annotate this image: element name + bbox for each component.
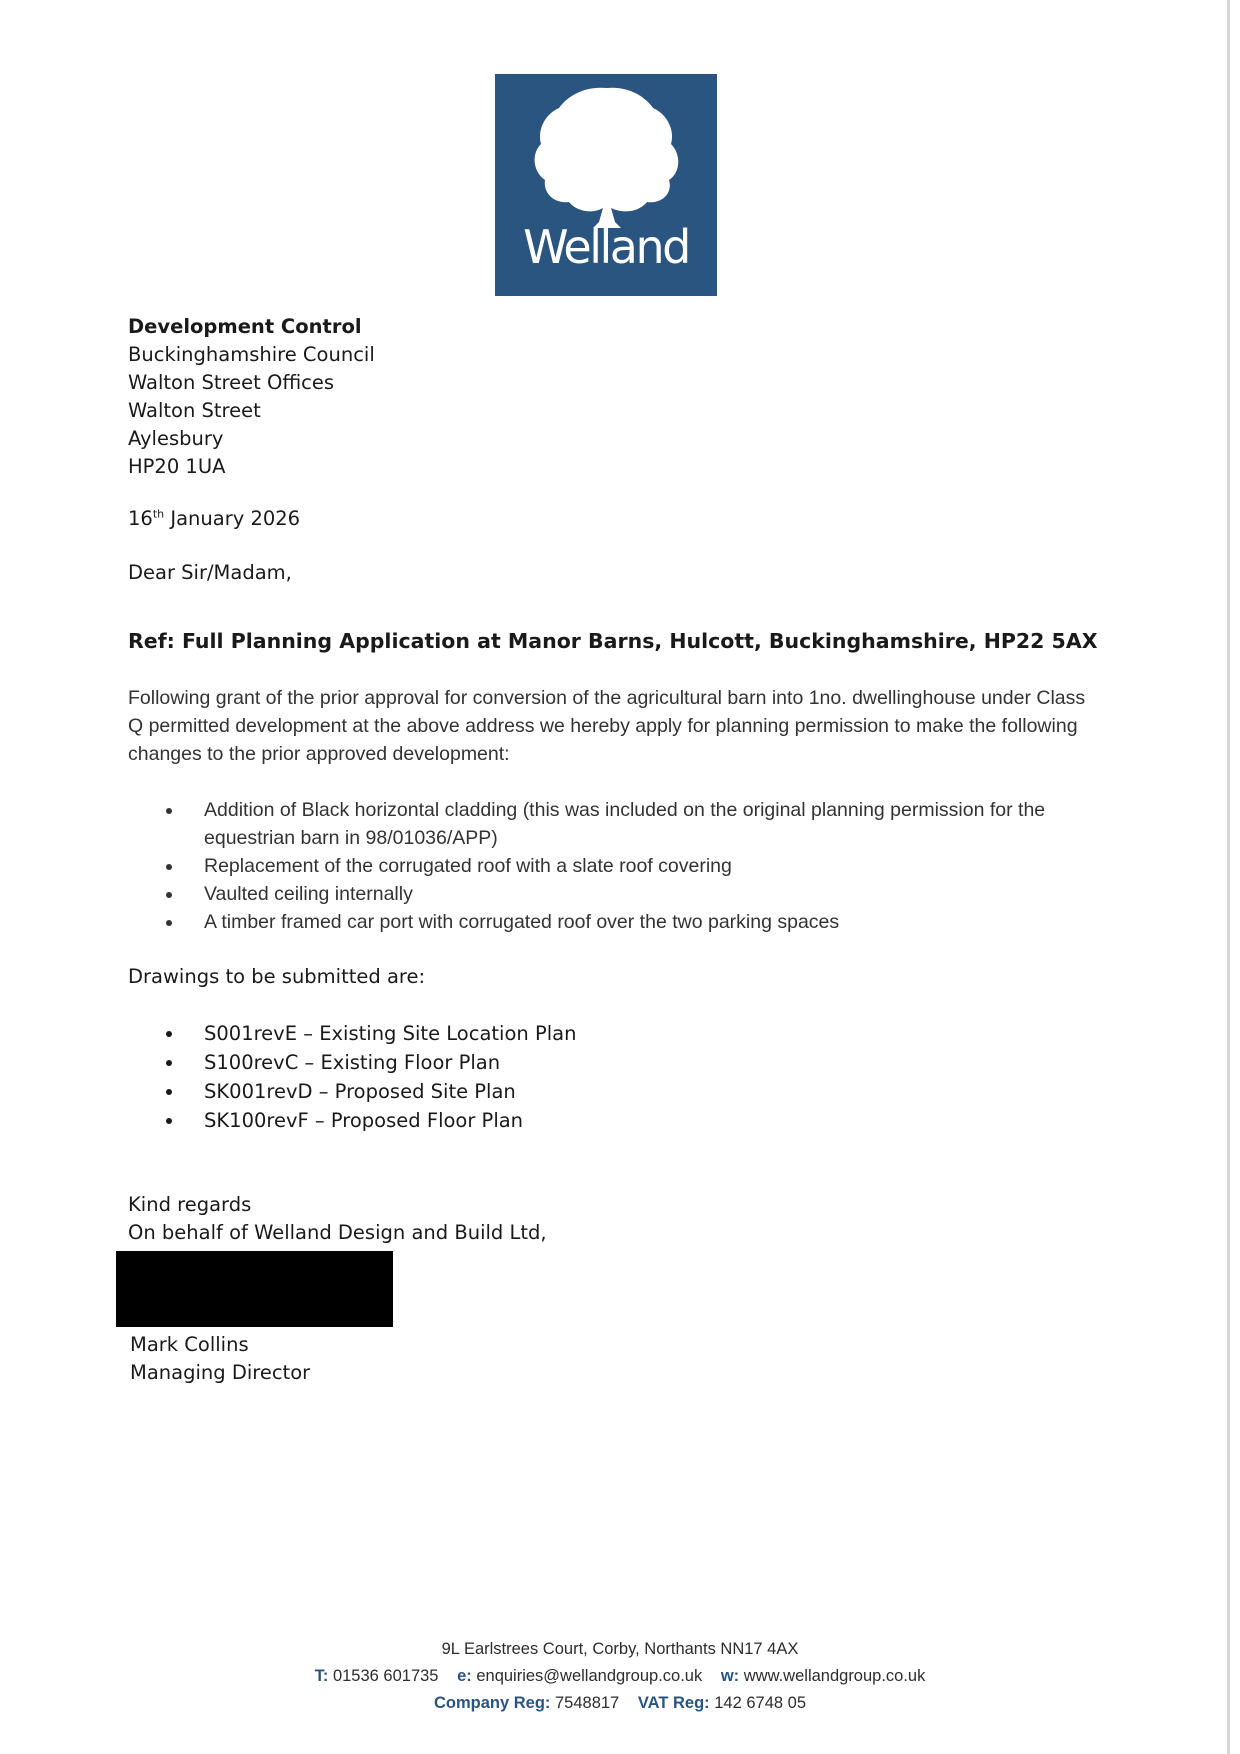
- list-item: S001revE – Existing Site Location Plan: [166, 1019, 576, 1048]
- footer-registration: [0, 1694, 1240, 1713]
- closing-regards: Kind regards: [128, 1193, 252, 1216]
- company-reg-label: Company Reg:: [433, 1694, 551, 1712]
- closing: [128, 1191, 547, 1247]
- vat-reg-label: VAT Reg:: [637, 1694, 710, 1712]
- page-edge-line: [1227, 0, 1230, 1754]
- email-label: e:: [457, 1667, 472, 1685]
- vat-reg: 142 6748 05: [714, 1694, 807, 1712]
- footer-email: enquiries@wellandgroup.co.uk: [476, 1667, 703, 1685]
- date-day: 16: [128, 507, 153, 530]
- list-item: S100revC – Existing Floor Plan: [166, 1048, 576, 1077]
- footer-address: 9L Earlstrees Court, Corby, Northants NN17 4AX: [441, 1640, 799, 1658]
- address-line: HP20 1UA: [128, 455, 226, 478]
- list-item: SK100revF – Proposed Floor Plan: [166, 1106, 576, 1135]
- signer-name: Mark Collins: [130, 1333, 249, 1356]
- signer-title: Managing Director: [130, 1361, 311, 1384]
- reference-heading: Ref: Full Planning Application at Manor Barns, Hulcott, Buckinghamshire, HP22 5AX: [128, 629, 1098, 653]
- address-line: Buckinghamshire Council: [128, 343, 375, 366]
- list-item: Addition of Black horizontal cladding (this was included on the original planning permission for the equestrian barn in 98/01036/APP): [166, 796, 1046, 852]
- footer-contacts: [0, 1667, 1240, 1686]
- address-line: Aylesbury: [128, 427, 224, 450]
- footer-tel: 01536 601735: [332, 1667, 439, 1685]
- closing-on-behalf: On behalf of Welland Design and Build Ltd,: [128, 1221, 547, 1244]
- letter-date: [128, 505, 300, 533]
- address-line: Walton Street Offices: [128, 371, 335, 394]
- date-suffix: th: [152, 507, 165, 521]
- tel-label: T:: [314, 1667, 329, 1685]
- recipient-address: [128, 313, 375, 481]
- list-item: A timber framed car port with corrugated roof over the two parking spaces: [166, 908, 1046, 936]
- list-item: Replacement of the corrugated roof with a slate roof covering: [166, 852, 1046, 880]
- redacted-signature: [116, 1251, 393, 1327]
- logo-wordmark: Welland: [523, 220, 689, 274]
- company-reg: 7548817: [555, 1694, 620, 1712]
- welland-logo: [495, 74, 717, 296]
- signer-block: [130, 1331, 310, 1387]
- recipient-department: Development Control: [128, 315, 362, 338]
- address-line: Walton Street: [128, 399, 261, 422]
- drawings-intro: Drawings to be submitted are:: [128, 965, 426, 988]
- salutation: Dear Sir/Madam,: [128, 561, 292, 584]
- changes-list: [166, 796, 1046, 936]
- drawings-list: [166, 1019, 576, 1135]
- list-item: SK001revD – Proposed Site Plan: [166, 1077, 576, 1106]
- web-label: w:: [720, 1667, 740, 1685]
- footer-web: www.wellandgroup.co.uk: [743, 1667, 926, 1685]
- intro-paragraph: Following grant of the prior approval for conversion of the agricultural barn into 1no. dwellinghouse under Class Q permitted development at the above address we hereby apply for planning permission to make the following changes to the prior approved development:: [128, 687, 1086, 765]
- date-rest: January 2026: [164, 507, 301, 530]
- list-item: Vaulted ceiling internally: [166, 880, 1046, 908]
